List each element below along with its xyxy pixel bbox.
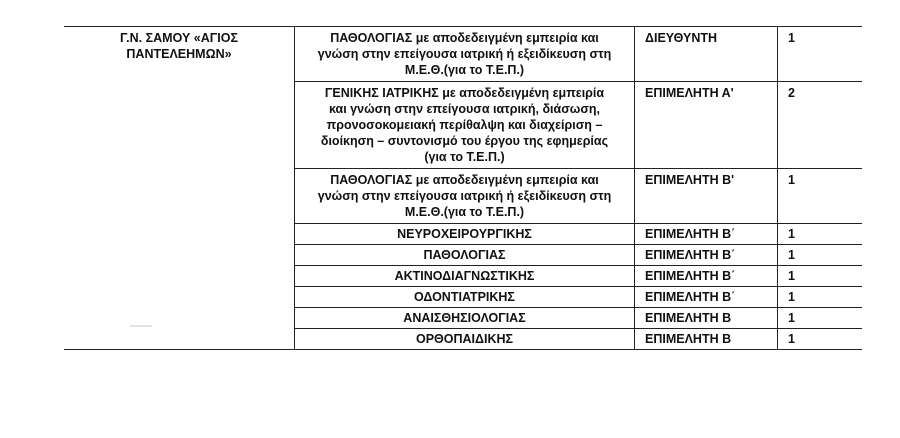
count-cell: 1	[778, 245, 863, 266]
position-cell: ΔΙΕΥΘΥΝΤΗ	[635, 27, 778, 82]
position-cell: ΕΠΙΜΕΛΗΤΗ Β'	[635, 169, 778, 224]
position-cell: ΕΠΙΜΕΛΗΤΗ Β΄	[635, 245, 778, 266]
specialty-cell: ΟΔΟΝΤΙΑΤΡΙΚΗΣ	[295, 287, 635, 308]
position-cell: ΕΠΙΜΕΛΗΤΗ Β	[635, 308, 778, 329]
position-cell: ΕΠΙΜΕΛΗΤΗ Β	[635, 329, 778, 350]
specialty-line: Μ.Ε.Θ.(για το Τ.Ε.Π.)	[404, 205, 525, 219]
count-cell: 1	[778, 329, 863, 350]
specialty-cell: ΝΕΥΡΟΧΕΙΡΟΥΡΓΙΚΗΣ	[295, 224, 635, 245]
specialty-cell	[295, 27, 635, 82]
document-page	[64, 26, 862, 350]
specialty-cell: ΠΑΘΟΛΟΓΙΑΣ	[295, 245, 635, 266]
specialty-cell: ΑΝΑΙΣΘΗΣΙΟΛΟΓΙΑΣ	[295, 308, 635, 329]
scan-smudge	[130, 325, 152, 327]
count-cell: 1	[778, 224, 863, 245]
count-cell: 1	[778, 287, 863, 308]
hospital-cell	[64, 27, 295, 350]
specialty-line: (για το Τ.Ε.Π.)	[424, 150, 505, 164]
hospital-name-line: Γ.Ν. ΣΑΜΟΥ «ΑΓΙΟΣ	[120, 31, 238, 45]
positions-table	[64, 26, 862, 350]
table-row	[64, 27, 862, 82]
hospital-name-line: ΠΑΝΤΕΛΕΗΜΩΝ»	[126, 47, 232, 61]
position-cell: ΕΠΙΜΕΛΗΤΗ Β΄	[635, 224, 778, 245]
count-cell: 1	[778, 308, 863, 329]
count-cell: 1	[778, 169, 863, 224]
count-cell: 1	[778, 27, 863, 82]
specialty-line: προνοσοκομειακή περίθαλψη και διαχείριση –	[326, 118, 603, 132]
specialty-line: ΓΕΝΙΚΗΣ ΙΑΤΡΙΚΗΣ με αποδεδειγμένη εμπειρία	[324, 86, 605, 100]
specialty-cell: ΟΡΘΟΠΑΙΔΙΚΗΣ	[295, 329, 635, 350]
specialty-line: ΠΑΘΟΛΟΓΙΑΣ με αποδεδειγμένη εμπειρία και	[330, 173, 599, 187]
specialty-cell	[295, 169, 635, 224]
specialty-cell	[295, 82, 635, 169]
specialty-line: γνώση στην επείγουσα ιατρική ή εξειδίκευση στη	[317, 47, 612, 61]
specialty-line: διοίκηση – συντονισμό του έργου της εφημερίας	[320, 134, 609, 148]
specialty-line: ΠΑΘΟΛΟΓΙΑΣ με αποδεδειγμένη εμπειρία και	[330, 31, 599, 45]
specialty-line: και γνώση στην επείγουσα ιατρική, διάσωση,	[329, 102, 600, 116]
position-cell: ΕΠΙΜΕΛΗΤΗ Β΄	[635, 266, 778, 287]
specialty-cell: ΑΚΤΙΝΟΔΙΑΓΝΩΣΤΙΚΗΣ	[295, 266, 635, 287]
count-cell: 2	[778, 82, 863, 169]
position-cell: ΕΠΙΜΕΛΗΤΗ Β΄	[635, 287, 778, 308]
position-cell: ΕΠΙΜΕΛΗΤΗ Α'	[635, 82, 778, 169]
specialty-line: Μ.Ε.Θ.(για το Τ.Ε.Π.)	[404, 63, 525, 77]
positions-table-body	[64, 27, 862, 350]
count-cell: 1	[778, 266, 863, 287]
specialty-line: γνώση στην επείγουσα ιατρική ή εξειδίκευση στη	[317, 189, 612, 203]
